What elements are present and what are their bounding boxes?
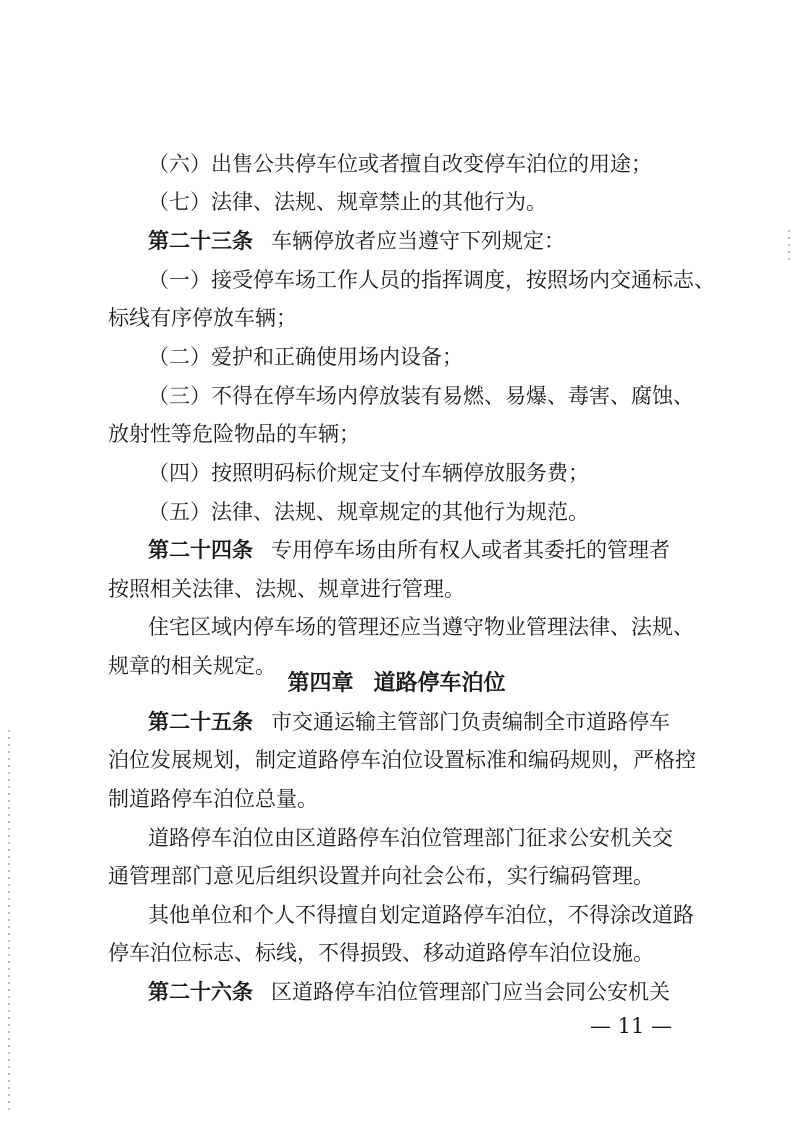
paragraph-text: 区道路停车泊位管理部门应当会同公安机关 [271, 980, 670, 1004]
clause-4 [148, 453, 793, 493]
clause-1-line-1 [148, 260, 793, 300]
paragraph-text: 制道路停车泊位总量。 [108, 787, 318, 811]
article-24-line-2 [108, 569, 793, 609]
chapter-title: 道路停车泊位 [373, 670, 506, 696]
paragraph-text: 放射性等危险物品的车辆； [108, 422, 360, 446]
paragraph-text: 规章的相关规定。 [108, 654, 276, 678]
paragraph-text: （五）法律、法规、规章规定的其他行为规范。 [148, 500, 589, 524]
chapter-number: 第四章 [287, 670, 354, 696]
clause-1-line-2 [108, 298, 793, 338]
paragraph-text: （三）不得在停车场内停放装有易燃、易爆、毒害、腐蚀、 [148, 384, 694, 408]
paragraph-text: （四）按照明码标价规定支付车辆停放服务费； [148, 461, 589, 485]
paragraph-road-parking-line-2 [108, 856, 793, 896]
article-number: 第二十五条 [148, 709, 253, 734]
paragraph-text: 市交通运输主管部门负责编制全市道路停车 [271, 710, 670, 734]
paragraph-prohibition [148, 895, 793, 935]
article-25-line-3 [108, 779, 793, 819]
article-25 [148, 702, 793, 742]
page-number: — 11 — [590, 1014, 673, 1038]
paragraph-text: （二）爱护和正确使用场内设备； [148, 345, 463, 369]
paragraph-text: 泊位发展规划，制定道路停车泊位设置标准和编码规则，严格控 [108, 748, 696, 772]
paragraph-text: 标线有序停放车辆； [108, 306, 297, 330]
clause-2 [148, 337, 793, 377]
paragraph-text: （六）出售公共停车位或者擅自改变停车泊位的用途； [148, 152, 652, 176]
scan-edge-mark [788, 230, 790, 260]
clause-5 [148, 492, 793, 532]
paragraph-text: （七）法律、法规、规章禁止的其他行为。 [148, 190, 547, 214]
binding-margin-dots [8, 730, 10, 1110]
clause-7 [148, 182, 793, 222]
paragraph-residential [148, 607, 793, 647]
paragraph-text: 住宅区域内停车场的管理还应当遵守物业管理法律、法规、 [148, 615, 694, 639]
clause-6 [148, 144, 793, 184]
paragraph-text: 停车泊位标志、标线，不得损毁、移动道路停车泊位设施。 [108, 941, 654, 965]
paragraph-text: 专用停车场由所有权人或者其委托的管理者 [271, 538, 670, 562]
clause-3-line-1 [148, 376, 793, 416]
paragraph-text: 道路停车泊位由区道路停车泊位管理部门征求公安机关交 [148, 826, 673, 850]
paragraph-text: 其他单位和个人不得擅自划定道路停车泊位，不得涂改道路 [148, 903, 694, 927]
paragraph-text: （一）接受停车场工作人员的指挥调度，按照场内交通标志、 [148, 268, 715, 292]
paragraph-text: 通管理部门意见后组织设置并向社会公布，实行编码管理。 [108, 864, 654, 888]
article-26 [148, 972, 793, 1012]
article-25-line-2 [108, 740, 793, 780]
article-number: 第二十六条 [148, 979, 253, 1004]
paragraph-prohibition-line-2 [108, 933, 793, 973]
chapter-heading [0, 663, 793, 703]
article-23 [148, 221, 793, 261]
article-number: 第二十四条 [148, 537, 253, 562]
article-24 [148, 530, 793, 570]
paragraph-text: 车辆停放者应当遵守下列规定： [271, 229, 565, 253]
clause-3-line-2 [108, 414, 793, 454]
article-number: 第二十三条 [148, 228, 253, 253]
paragraph-road-parking [148, 818, 793, 858]
paragraph-text: 按照相关法律、法规、规章进行管理。 [108, 577, 465, 601]
